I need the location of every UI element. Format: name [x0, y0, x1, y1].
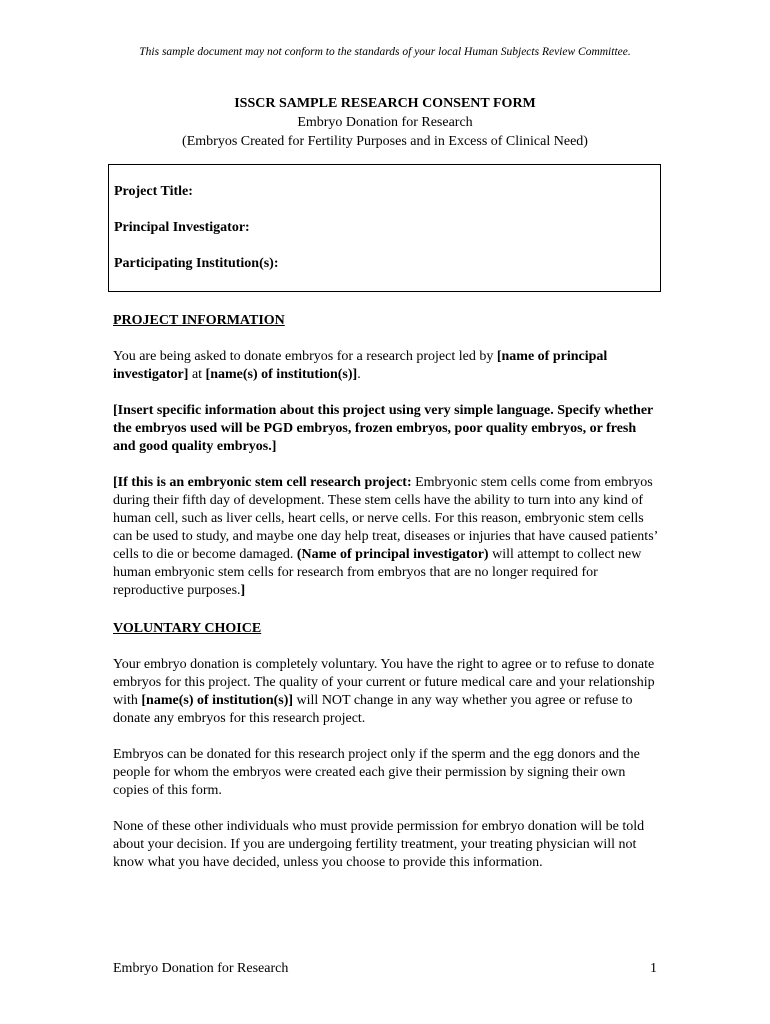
- project-info-paragraph-1: [113, 348, 661, 384]
- text: will attempt to collect new human embryonic stem cells for research from embryos that are no longer required for reproductive purposes.: [113, 547, 642, 598]
- voluntary-paragraph-3: None of these other individuals who must provide permission for embryo donation will be told about your decision. If you are undergoing fertility treatment, your treating physician will not know what you have decided, unless you choose to provide this information.: [113, 819, 645, 870]
- disclaimer: This sample document may not conform to the standards of your local Human Subjects Review Committee.: [139, 46, 631, 58]
- placeholder-institutions: [name(s) of institution(s)]: [141, 693, 294, 708]
- text: .: [357, 367, 361, 382]
- form-note: (Embryos Created for Fertility Purposes and in Excess of Clinical Need): [182, 134, 588, 149]
- institutions-label: Participating Institution(s):: [114, 256, 279, 271]
- stem-cell-lead-in: [If this is an embryonic stem cell research project:: [113, 475, 412, 490]
- project-info-paragraph-2: [Insert specific information about this project using very simple language. Specify whether the embryos used will be PGD embryos, frozen embryos, poor quality embryos, or fresh and good quality embryos.]: [113, 403, 654, 454]
- text: You are being asked to donate embryos for a research project led by: [113, 349, 497, 364]
- text: Your embryo donation is completely voluntary. You have the right to agree or to refuse to donate embryos for this project. The quality of your current or future medical care and your relationship with: [113, 657, 655, 708]
- form-title: ISSCR SAMPLE RESEARCH CONSENT FORM: [234, 96, 536, 111]
- text: at: [188, 367, 206, 382]
- footer-title: Embryo Donation for Research: [113, 961, 289, 976]
- voluntary-paragraph-1: [113, 656, 661, 728]
- form-subtitle: Embryo Donation for Research: [297, 115, 473, 130]
- closing-bracket: ]: [240, 583, 246, 598]
- project-information-heading: PROJECT INFORMATION: [113, 313, 285, 328]
- voluntary-paragraph-2: Embryos can be donated for this research project only if the sperm and the egg donors and the people for whom the embryos were created each give their permission by signing their own copies of this form.: [113, 747, 640, 798]
- page-number: 1: [650, 961, 657, 976]
- placeholder-institutions: [name(s) of institution(s)]: [205, 367, 358, 382]
- voluntary-choice-heading: VOLUNTARY CHOICE: [113, 621, 262, 636]
- principal-investigator-label: Principal Investigator:: [114, 220, 250, 235]
- placeholder-principal-investigator: (Name of principal investigator): [296, 547, 489, 562]
- text: will NOT change in any way whether you agree or refuse to donate any embryos for this research project.: [113, 693, 633, 726]
- project-info-paragraph-3: [113, 474, 661, 600]
- document-body: [113, 310, 661, 890]
- project-title-label: Project Title:: [114, 184, 193, 199]
- text: Embryonic stem cells come from embryos during their fifth day of development. These stem cells have the ability to turn into any kind of human cell, such as liver cells, heart cells, or nerve cells. For this reason, embryonic stem cells can be used to study, and maybe one day help treat, diseases or injuries that have caused patients’ cells to die or become damaged.: [113, 475, 658, 562]
- project-info-box: [108, 164, 661, 292]
- placeholder-principal-investigator: [name of principal investigator]: [113, 349, 608, 382]
- page-footer: [113, 961, 657, 977]
- title-block: [0, 94, 770, 151]
